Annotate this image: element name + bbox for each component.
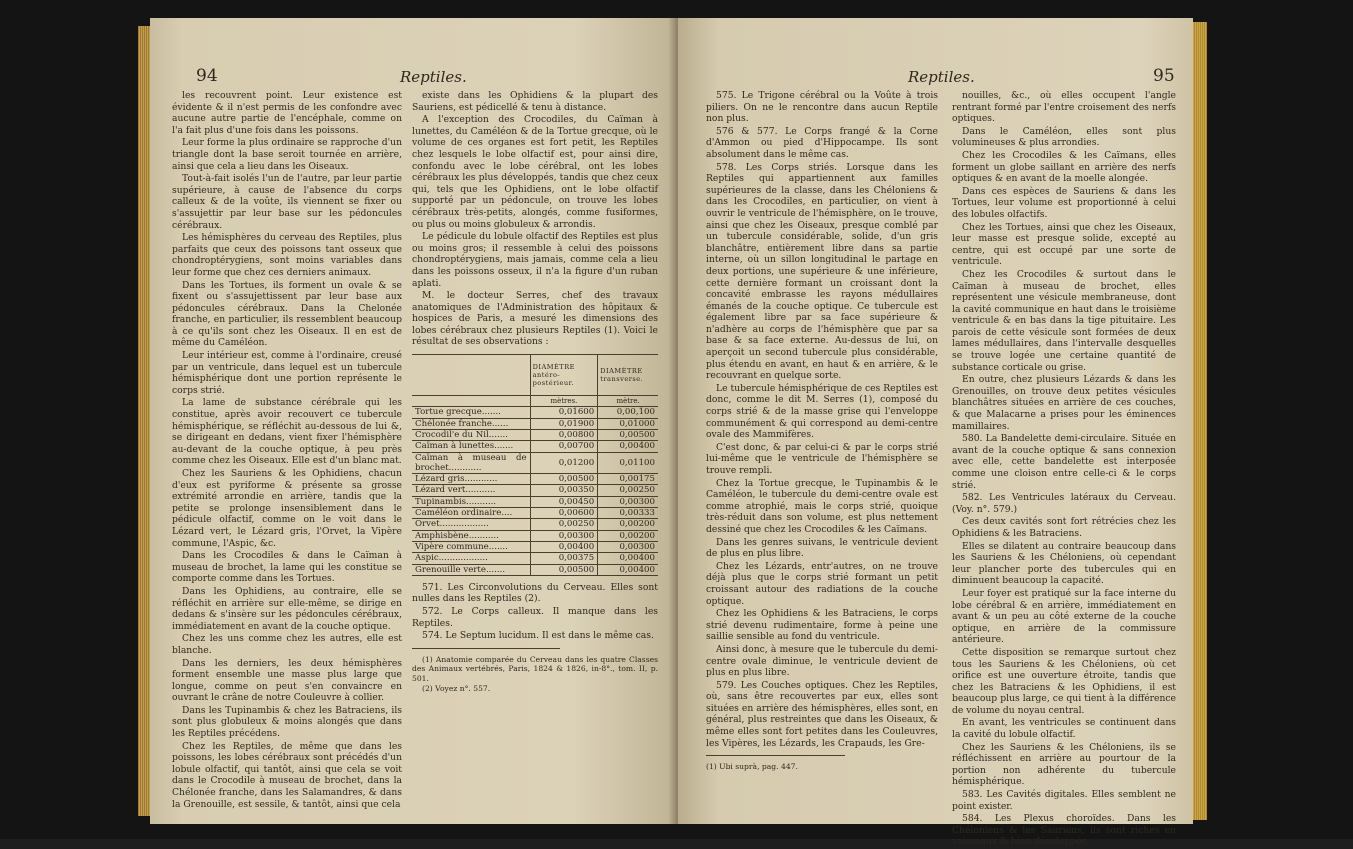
- transverse-cell: 0,00500: [598, 429, 658, 440]
- unit-label: mètres.: [530, 396, 598, 407]
- footnote-rule: [412, 648, 560, 649]
- anteroposterior-cell: 0,01900: [530, 418, 598, 429]
- paragraph: 580. La Bandelette demi-circulaire. Située en avant de la couche optique & sans connexion avec elle, cette bandelette est interposée comme une cloison entre celle-ci & le corps strié.: [952, 433, 1176, 491]
- paragraph: En avant, les ventricules se continuent dans la cavité du lobule olfactif.: [952, 717, 1176, 741]
- species-cell: Caïman à museau de brochet............: [412, 452, 530, 474]
- paragraph: Les hémisphères du cerveau des Reptiles, plus parfaits que ceux des poissons tant osseux que chondroptérygiens, sont moins variables dans leur forme que chez ces derniers animaux.: [172, 232, 402, 278]
- page-number: 94: [196, 66, 218, 86]
- table-row: [412, 407, 658, 418]
- table-row: [412, 452, 658, 474]
- paragraph: Ainsi donc, à mesure que le tubercule du demi-centre ovale diminue, le ventricule devient de plus en plus libre.: [706, 643, 938, 679]
- paragraph: Le pédicule du lobule olfactif des Reptiles est plus ou moins gros; il ressemble à celui des poissons chondroptérygiens, mais jamais, comme cela a lieu dans les poissons osseux, il n'a la figure d'un ruban aplati.: [412, 231, 658, 289]
- transverse-cell: 0,00200: [598, 519, 658, 530]
- paragraph: Chez les Tortues, ainsi que chez les Oiseaux, leur masse est presque solide, excepté au centre, qui est occupé par une sorte de ventricule.: [952, 221, 1176, 268]
- footnote-rule: [706, 755, 845, 756]
- species-cell: Vipère commune.......: [412, 541, 530, 552]
- anteroposterior-cell: 0,00600: [530, 508, 598, 519]
- transverse-cell: 0,00175: [598, 474, 658, 485]
- anteroposterior-cell: 0,00500: [530, 474, 598, 485]
- paragraph: Leur foyer est pratiqué sur la face interne du lobe cérébral & en arrière, immédiatement en avant & un peu au côté externe de la couche optique, en arrière de la commissure antérieure.: [952, 587, 1176, 646]
- species-cell: Tupinambis...........: [412, 496, 530, 507]
- paragraph: Dans le Caméléon, elles sont plus volumineuses & plus arrondies.: [952, 125, 1176, 149]
- table-row: [412, 429, 658, 440]
- paragraph: nouilles, &c., où elles occupent l'angle rentrant formé par l'entre croisement des nerfs optiques.: [952, 90, 1176, 125]
- anteroposterior-cell: 0,00400: [530, 541, 598, 552]
- text-column-1: [706, 90, 938, 772]
- transverse-cell: 0,00,100: [598, 407, 658, 418]
- table-row: [412, 508, 658, 519]
- transverse-cell: 0,01100: [598, 452, 658, 474]
- paragraph: 578. Les Corps striés. Lorsque dans les Reptiles qui appartiennent aux familles supérieures de la classe, dans les Chéloniens & dans les Crocodiles, en particulier, on vient à ouvrir le ventricule de l'hémisphère, on le trouve, ainsi que chez les Oiseaux, presque comblé par un tubercule considérable, solide, d'un gris blanchâtre, entièrement libre dans sa partie interne, où un sillon longitudinal le partage en deux portions, une supérieure & une inférieure, cette dernière formant un croissant dont la concavité embrasse les rayons médullaires émanés de la couche optique. Ce tubercule est également libre par sa face supérieure & n'adhère au corps de l'hémisphère que par sa base & sa face externe. Au-dessus de lui, on aperçoit un second tubercule plus considérable, plus étendu en avant, en haut & en arrière, & le recouvrant en quelque sorte.: [706, 161, 938, 382]
- species-cell: Tortue grecque.......: [412, 407, 530, 418]
- page-number: 95: [1153, 66, 1175, 86]
- table-row: [412, 474, 658, 485]
- species-cell: Lézard gris............: [412, 474, 530, 485]
- paragraph: Ces deux cavités sont fort rétrécies chez les Ophidiens & les Batraciens.: [952, 516, 1176, 539]
- paragraph: Dans les Crocodiles & dans le Caïman à museau de brochet, la lame qui les constitue se comporte comme dans les Tortues.: [172, 550, 402, 585]
- paragraph: 572. Le Corps calleux. Il manque dans les Reptiles.: [412, 606, 658, 629]
- transverse-cell: 0,00250: [598, 485, 658, 496]
- paragraph: A l'exception des Crocodiles, du Caïman à lunettes, du Caméléon & de la Tortue grecque, où le volume de ces organes est fort petit, les Reptiles chez lesquels le lobe olfactif est, pour ainsi dire, confondu avec le lobe cérébral, ont les lobes cérébraux les plus développés, tandis que chez ceux qui, tels que les Ophidiens, ont le lobe olfactif supporté par un pédoncule, on trouve les lobes cérébraux très-petits, alongés, comme fusiformes, ou plus ou moins globuleux & arrondis.: [412, 114, 658, 230]
- transverse-cell: 0,00300: [598, 496, 658, 507]
- transverse-cell: 0,00333: [598, 508, 658, 519]
- anteroposterior-cell: 0,00250: [530, 519, 598, 530]
- paragraph: Chez les Sauriens & les Ophidiens, chacun d'eux est pyriforme & présente sa grosse extrémité arrondie en arrière, tandis que la petite se prolonge insensiblement dans le pédicule olfactif, comme on le voit dans le Lézard vert, le Lézard gris, l'Orvet, la Vipère commune, l'Aspic, &c.: [172, 468, 402, 549]
- right-page-edge: [1193, 22, 1207, 820]
- table-header-anteroposterior: DIAMÈTRE antéro-postérieur.: [530, 355, 598, 396]
- paragraph: La lame de substance cérébrale qui les constitue, après avoir recouvert ce tubercule hémisphérique, se réfléchit au-dessous de lui &, se dirigeant en dedans, vient fixer l'hémisphère au-devant de la couche optique, à peu près comme chez les Oiseaux. Elle est d'un blanc mat.: [172, 397, 402, 467]
- paragraph: Chez les Lézards, entr'autres, on ne trouve déjà plus que le corps strié formant un petit croissant autour des radiations de la couche optique.: [706, 560, 938, 607]
- unit-blank: [412, 396, 530, 407]
- transverse-cell: 0,01000: [598, 418, 658, 429]
- transverse-cell: 0,00400: [598, 564, 658, 575]
- right-page: [678, 18, 1193, 848]
- paragraph: Tout-à-fait isolés l'un de l'autre, par leur partie supérieure, à cause de l'absence du corps calleux & de la voûte, ils viennent se fixer ou s'assujettir par leur base sur les pédoncules cérébraux.: [172, 173, 402, 231]
- paragraph: Chez les Crocodiles & surtout dans le Caïman à museau de brochet, elles représentent une vésicule membraneuse, dont la cavité communique en haut dans le troisième ventricule & en bas dans la tige pituitaire. Les parois de cette vésicule sont formées de deux lames médullaires, dans l'intervalle desquelles se trouve logée une certaine quantité de substance corticale ou grise.: [952, 268, 1176, 373]
- transverse-cell: 0,00200: [598, 530, 658, 541]
- paragraph: Chez les Sauriens & les Chéloniens, ils se réfléchissent en arrière au pourtour de la portion non adhérente du tubercule hémisphérique.: [952, 741, 1176, 788]
- species-cell: Lézard vert...........: [412, 485, 530, 496]
- text-column-1: [172, 90, 402, 811]
- paragraph: existe dans les Ophidiens & la plupart des Sauriens, est pédicellé & tenu à distance.: [412, 90, 658, 113]
- left-page: [150, 18, 678, 824]
- paragraph: Chez les uns comme chez les autres, elle est blanche.: [172, 633, 402, 656]
- table-row: [412, 496, 658, 507]
- paragraph: Le tubercule hémisphérique de ces Reptiles est donc, comme le dit M. Serres (1), composé du corps strié & de la masse grise qui l'enveloppe communément & qui correspond au demi-centre ovale des Mammifères.: [706, 382, 938, 441]
- paragraph: Leur intérieur est, comme à l'ordinaire, creusé par un ventricule, dans lequel est un tubercule hémisphérique dont une portion représente le corps strié.: [172, 350, 402, 396]
- paragraph: 583. Les Cavités digitales. Elles semblent ne point exister.: [952, 789, 1176, 812]
- paragraph: 571. Les Circonvolutions du Cerveau. Elles sont nulles dans les Reptiles (2).: [412, 581, 658, 605]
- table-row: [412, 519, 658, 530]
- paragraph: 574. Le Septum lucidum. Il est dans le même cas.: [422, 630, 654, 642]
- paragraph: Dans les Tortues, ils forment un ovale & se fixent ou s'assujettissent par leur base aux pédoncules cérébraux. Dans la Chelonée franche, en particulier, ils ressemblent beaucoup à ce qu'ils sont chez les Oiseaux. Il en est de même du Caméléon.: [172, 279, 402, 349]
- paragraph: Dans les Tupinambis & chez les Batraciens, ils sont plus globuleux & moins alongés que dans les Reptiles précédens.: [172, 704, 402, 740]
- running-head: Reptiles.: [400, 68, 467, 86]
- anteroposterior-cell: 0,00800: [530, 429, 598, 440]
- paragraph: les recouvrent point. Leur existence est évidente & il n'est permis de les confondre avec aucune autre partie de l'encéphale, comme on l'a fait plus d'une fois dans les poissons.: [172, 90, 402, 136]
- paragraph: 575. Le Trigone cérébral ou la Voûte à trois piliers. On ne le rencontre dans aucun Reptile non plus.: [706, 90, 938, 125]
- table-row: [412, 441, 658, 452]
- paragraph: 584. Les Plexus choroïdes. Dans les Chéloniens & les Sauriens, ils sont riches en vaisseaux & bien développés.: [952, 813, 1176, 848]
- table-row: [412, 541, 658, 552]
- table-row: [412, 418, 658, 429]
- paragraph: Dans les Ophidiens, au contraire, elle se réfléchit en arrière sur elle-même, se dirige en dedans & s'insère sur les pédoncules cérébraux, immédiatement en avant de la couche optique.: [172, 585, 402, 632]
- text-column-2: [952, 90, 1176, 849]
- paragraph: 582. Les Ventricules latéraux du Cerveau. (Voy. n°. 579.): [952, 492, 1176, 515]
- unit-label: mètre.: [598, 396, 658, 407]
- species-cell: Orvet..................: [412, 519, 530, 530]
- paragraph: C'est donc, & par celui-ci & par le corps strié lui-même que le ventricule de l'hémisphère se trouve rempli.: [706, 441, 938, 476]
- species-cell: Aspic..................: [412, 553, 530, 564]
- paragraph: Chez les Ophidiens & les Batraciens, le corps strié devenu rudimentaire, forme à peine une saillie sensible au fond du ventricule.: [706, 608, 938, 643]
- table-row: [412, 553, 658, 564]
- transverse-cell: 0,00300: [598, 541, 658, 552]
- paragraph: Elles se dilatent au contraire beaucoup dans les Sauriens & les Chéloniens, où cependant leur plancher porte des tubercules qui en diminuent beaucoup la capacité.: [952, 540, 1176, 587]
- anteroposterior-cell: 0,00450: [530, 496, 598, 507]
- paragraph: En outre, chez plusieurs Lézards & dans les Grenouilles, on trouve deux petites vésicules blanchâtres situées en arrière de ces couches, & que Malacarne a prises pour les éminences mamillaires.: [952, 374, 1176, 432]
- anteroposterior-cell: 0,01600: [530, 407, 598, 418]
- paragraph: Chez les Crocodiles & les Caïmans, elles forment un globe saillant en arrière des nerfs optiques & en avant de la moelle alongée.: [952, 149, 1176, 185]
- paragraph: Cette disposition se remarque surtout chez tous les Sauriens & les Chéloniens, où cet orifice est une ouverture étroite, tandis que chez les Batraciens & les Ophidiens, il est beaucoup plus large, ce qui tient à la différence de volume du noyau central.: [952, 646, 1176, 716]
- anteroposterior-cell: 0,00700: [530, 441, 598, 452]
- species-cell: Chélonée franche......: [412, 418, 530, 429]
- paragraph: M. le docteur Serres, chef des travaux anatomiques de l'Administration des hôpitaux & hospices de Paris, a mesuré les dimensions des lobes cérébraux chez plusieurs Reptiles (1). Voici le résultat de ses observations :: [412, 290, 658, 348]
- anteroposterior-cell: 0,01200: [530, 452, 598, 474]
- paragraph: 576 & 577. Le Corps frangé & la Corne d'Ammon ou pied d'Hippocampe. Ils sont absolument dans le même cas.: [706, 125, 938, 160]
- anteroposterior-cell: 0,00500: [530, 564, 598, 575]
- anteroposterior-cell: 0,00300: [530, 530, 598, 541]
- species-cell: Amphisbène...........: [412, 530, 530, 541]
- paragraph: Chez les Reptiles, de même que dans les poissons, les lobes cérébraux sont précédés d'un lobule olfactif, qui tantôt, ainsi que cela se voit dans le Crocodile à museau de brochet, dans la Chélonée franche, dans les Salamandres, & dans la Grenouille, est sessile, & tantôt, ainsi que cela: [172, 740, 402, 810]
- table-header-blank: [412, 355, 530, 396]
- anteroposterior-cell: 0,00375: [530, 553, 598, 564]
- paragraph: Dans ces espèces de Sauriens & dans les Tortues, leur volume est proportionné à celui des lobules olfactifs.: [952, 185, 1176, 220]
- paragraph: Dans les genres suivans, le ventricule devient de plus en plus libre.: [706, 536, 938, 560]
- species-cell: Caïman à lunettes.......: [412, 441, 530, 452]
- paragraph: (1) Anatomie comparée du Cerveau dans les quatre Classes des Animaux vertébrés, Paris, 1824 & 1826, in-8°., tom. II, p. 501.: [412, 654, 658, 683]
- paragraph: (2) Voyez n°. 557.: [422, 684, 491, 693]
- paragraph: Leur forme la plus ordinaire se rapproche d'un triangle dont la base seroit tournée en arrière, ainsi que cela a lieu dans les Oiseaux.: [172, 137, 402, 172]
- running-head: Reptiles.: [908, 68, 975, 86]
- table-row: [412, 530, 658, 541]
- species-cell: Crocodil'e du Nil.......: [412, 429, 530, 440]
- table-row: [412, 485, 658, 496]
- footnote: (1) Ubi suprà, pag. 447.: [706, 762, 798, 772]
- left-page-edge: [138, 26, 150, 816]
- species-cell: Grenouille verte.......: [412, 564, 530, 575]
- paragraph: Chez la Tortue grecque, le Tupinambis & le Caméléon, le tubercule du demi-centre ovale est comme atrophié, mais le corps strié, quoique très-réduit dans son volume, est plus nettement dessiné que chez les Crocodiles & les Caïmans.: [706, 477, 938, 535]
- measurement-table: [412, 354, 658, 576]
- species-cell: Caméléon ordinaire....: [412, 508, 530, 519]
- table-header-transverse: DIAMÈTRE transverse.: [598, 355, 658, 396]
- text-column-2: [412, 90, 658, 694]
- paragraph: Dans les derniers, les deux hémisphères forment ensemble une masse plus large que longue, comme on peut s'en convaincre en ouvrant le crâne de notre Couleuvre à collier.: [172, 657, 402, 704]
- table-row: [412, 564, 658, 575]
- paragraph: 579. Les Couches optiques. Chez les Reptiles, où, sans être recouvertes par eux, elles sont situées en arrière des hémisphères, elles sont, en général, plus restreintes que dans les Oiseaux, & même elles sont fort petites dans les Couleuvres, les Vipères, les Lézards, les Crapauds, les Gre-: [706, 679, 938, 749]
- transverse-cell: 0,00400: [598, 553, 658, 564]
- anteroposterior-cell: 0,00350: [530, 485, 598, 496]
- transverse-cell: 0,00400: [598, 441, 658, 452]
